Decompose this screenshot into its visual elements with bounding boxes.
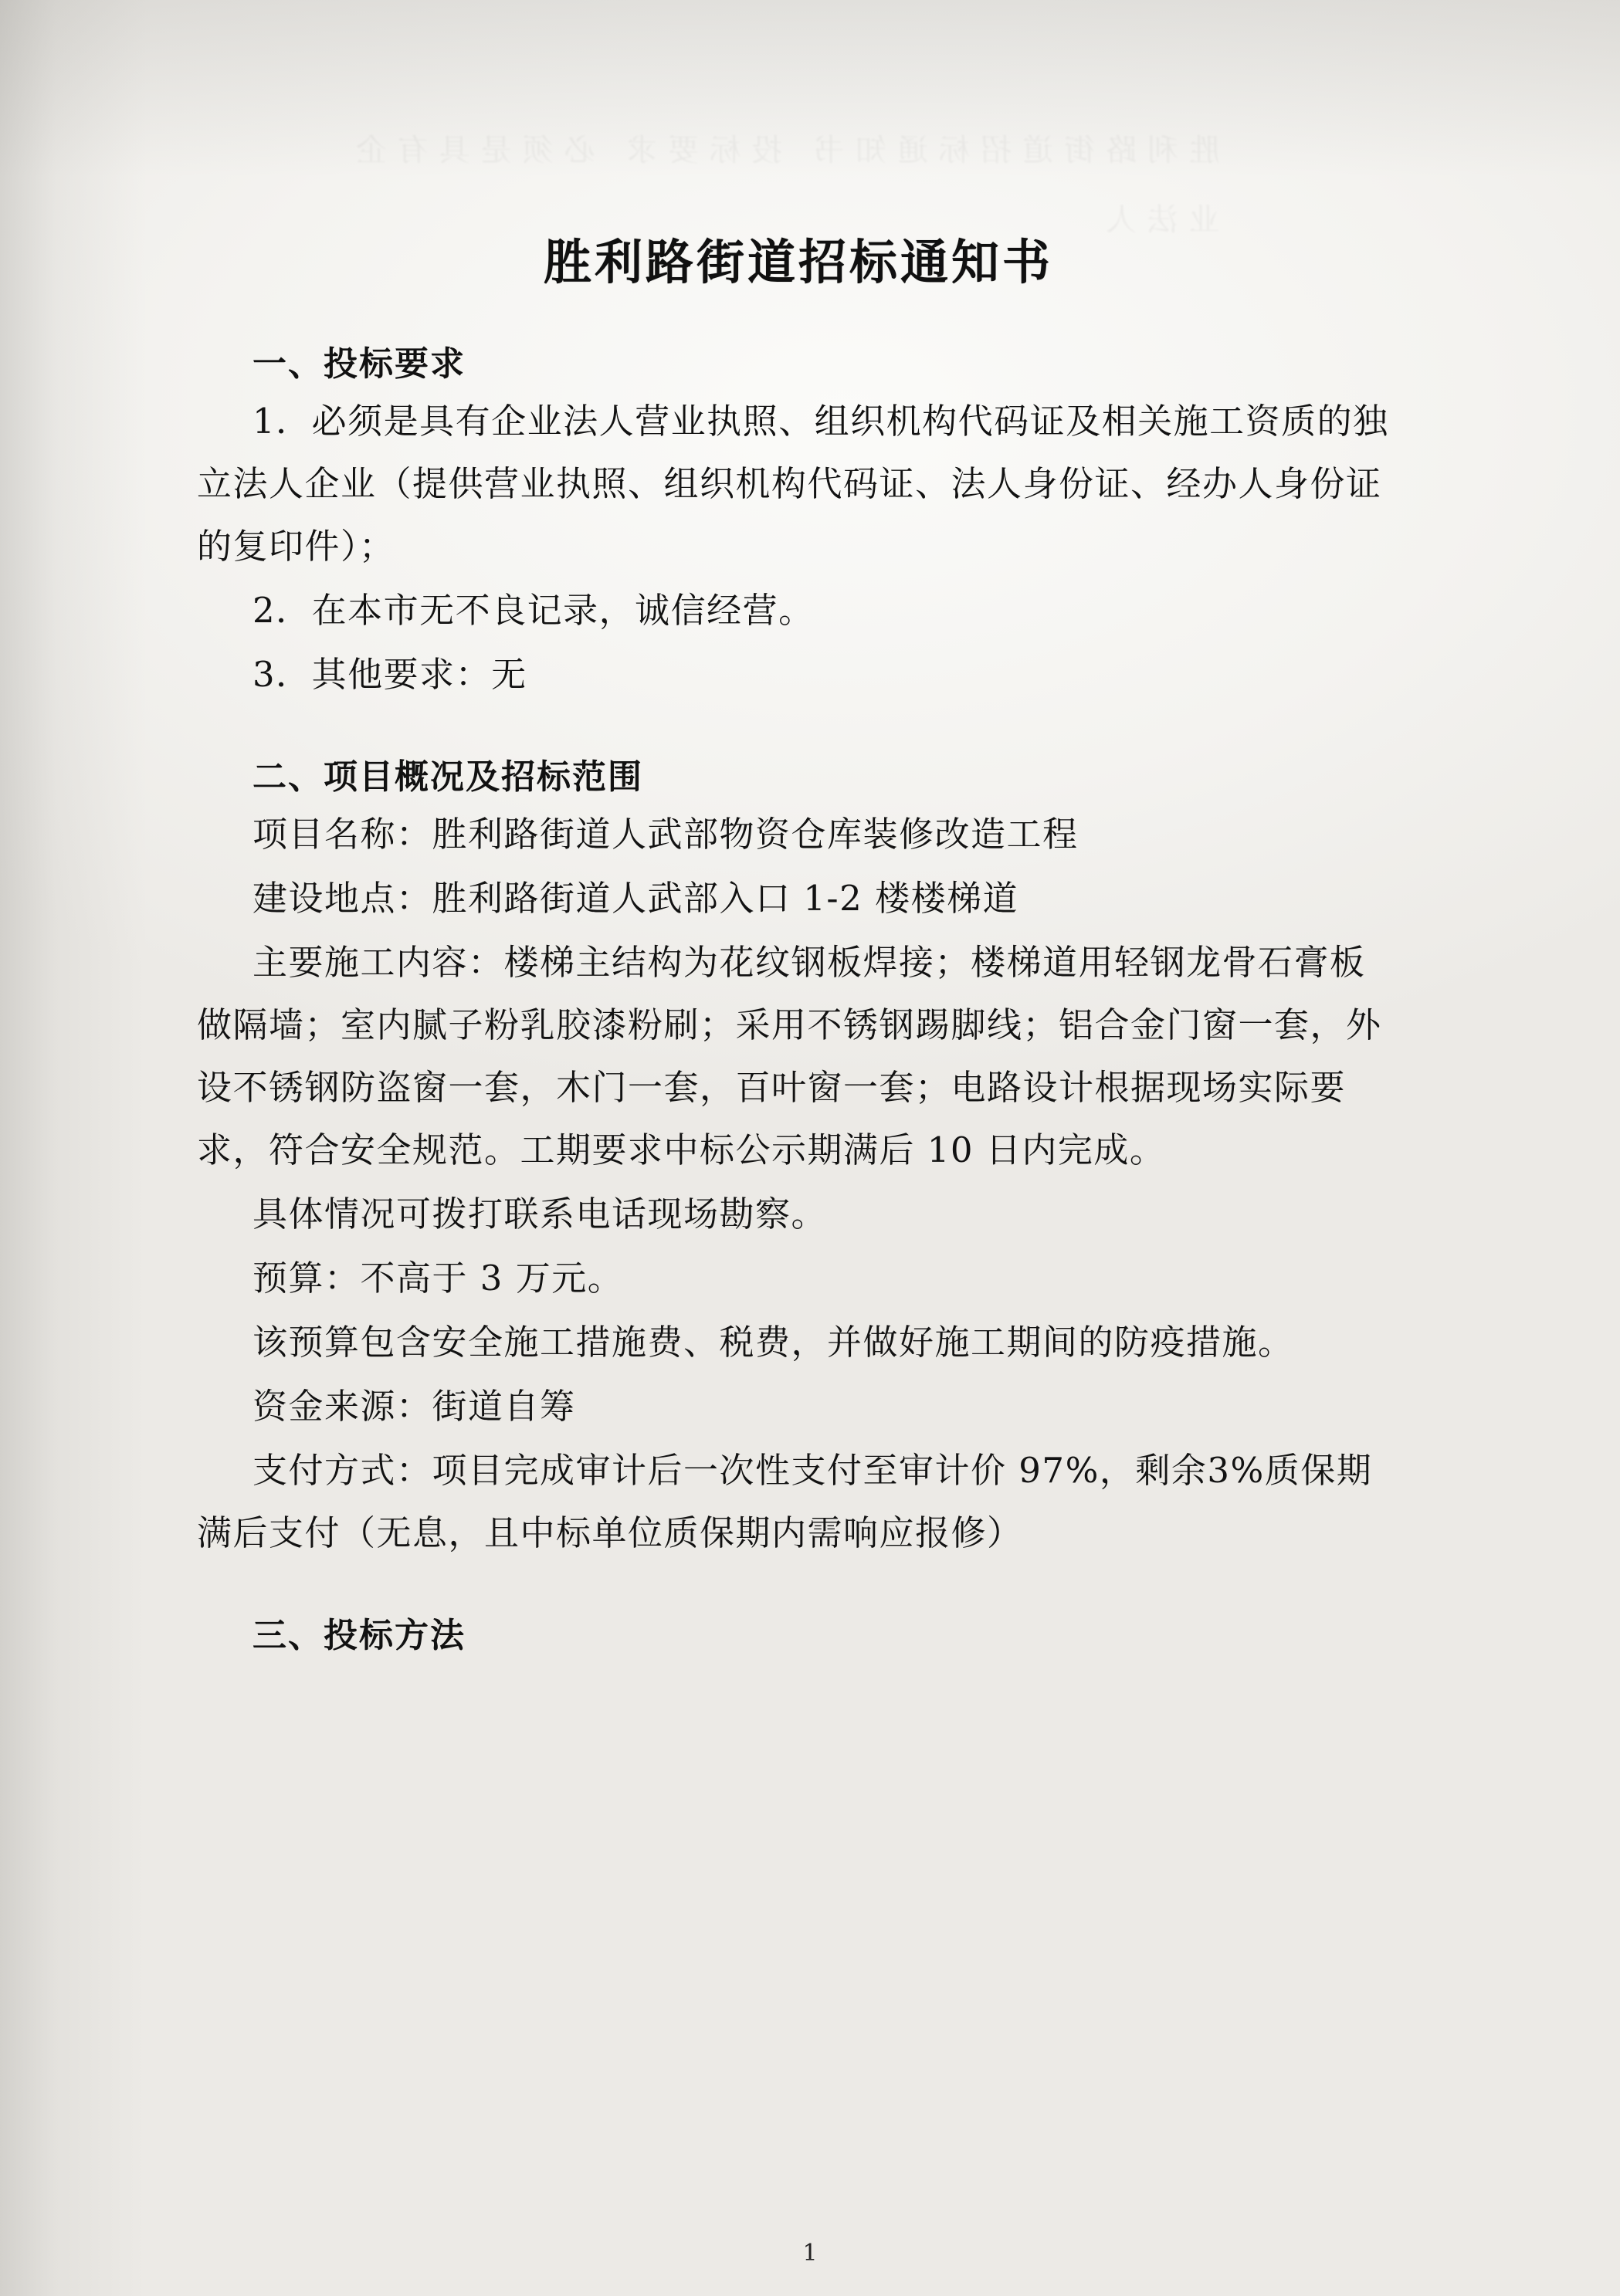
section-2-funding-source: 资金来源：街道自筹 — [252, 1386, 576, 1427]
bleed-through-ghost-text: 胜利路街道招标通知书 投标要求 必须是具有企业法人 — [344, 133, 1220, 238]
section-heading-3: 三、投标方法 — [252, 1616, 466, 1655]
page-number: 1 — [802, 2240, 818, 2267]
document-content — [0, 224, 1620, 1657]
section-heading-2: 二、项目概况及招标范围 — [252, 757, 643, 797]
document-title: 胜利路街道招标通知书 — [543, 234, 1053, 290]
section-1-paragraph-2: 2．在本市无不良记录，诚信经营。 — [252, 590, 815, 631]
section-2-budget-inclusions: 该预算包含安全施工措施费、税费，并做好施工期间的防疫措施。 — [252, 1322, 1294, 1363]
section-1-paragraph-1: 1．必须是具有企业法人营业执照、组织机构代码证及相关施工资质的独立法人企业（提供营业执照、组织机构代码证、法人身份证、经办人身份证的复印件）； — [197, 401, 1389, 567]
section-2-project-name: 项目名称：胜利路街道人武部物资仓库装修改造工程 — [252, 814, 1079, 855]
section-heading-1: 一、投标要求 — [252, 344, 466, 384]
section-2-construction-scope: 主要施工内容：楼梯主结构为花纹钢板焊接；楼梯道用轻钢龙骨石膏板做隔墙；室内腻子粉乳胶漆粉刷；采用不锈钢踢脚线；铝合金门窗一套，外设不锈钢防盗窗一套，木门一套，百叶窗一套；电路设计根据现场实际要求，符合安全规范。工期要求中标公示期满后 10 日内完成。 — [197, 942, 1382, 1170]
section-2-payment-terms: 支付方式：项目完成审计后一次性支付至审计价 97%，剩余3%质保期满后支付（无息，且中标单位质保期内需响应报修） — [197, 1450, 1373, 1553]
section-2-site-survey-note: 具体情况可拨打联系电话现场勘察。 — [252, 1194, 828, 1234]
section-2-budget: 预算：不高于 3 万元。 — [252, 1258, 624, 1299]
section-1-paragraph-3: 3．其他要求：无 — [252, 654, 527, 695]
section-2-site-location: 建设地点：胜利路街道人武部入口 1-2 楼楼梯道 — [252, 878, 1019, 919]
